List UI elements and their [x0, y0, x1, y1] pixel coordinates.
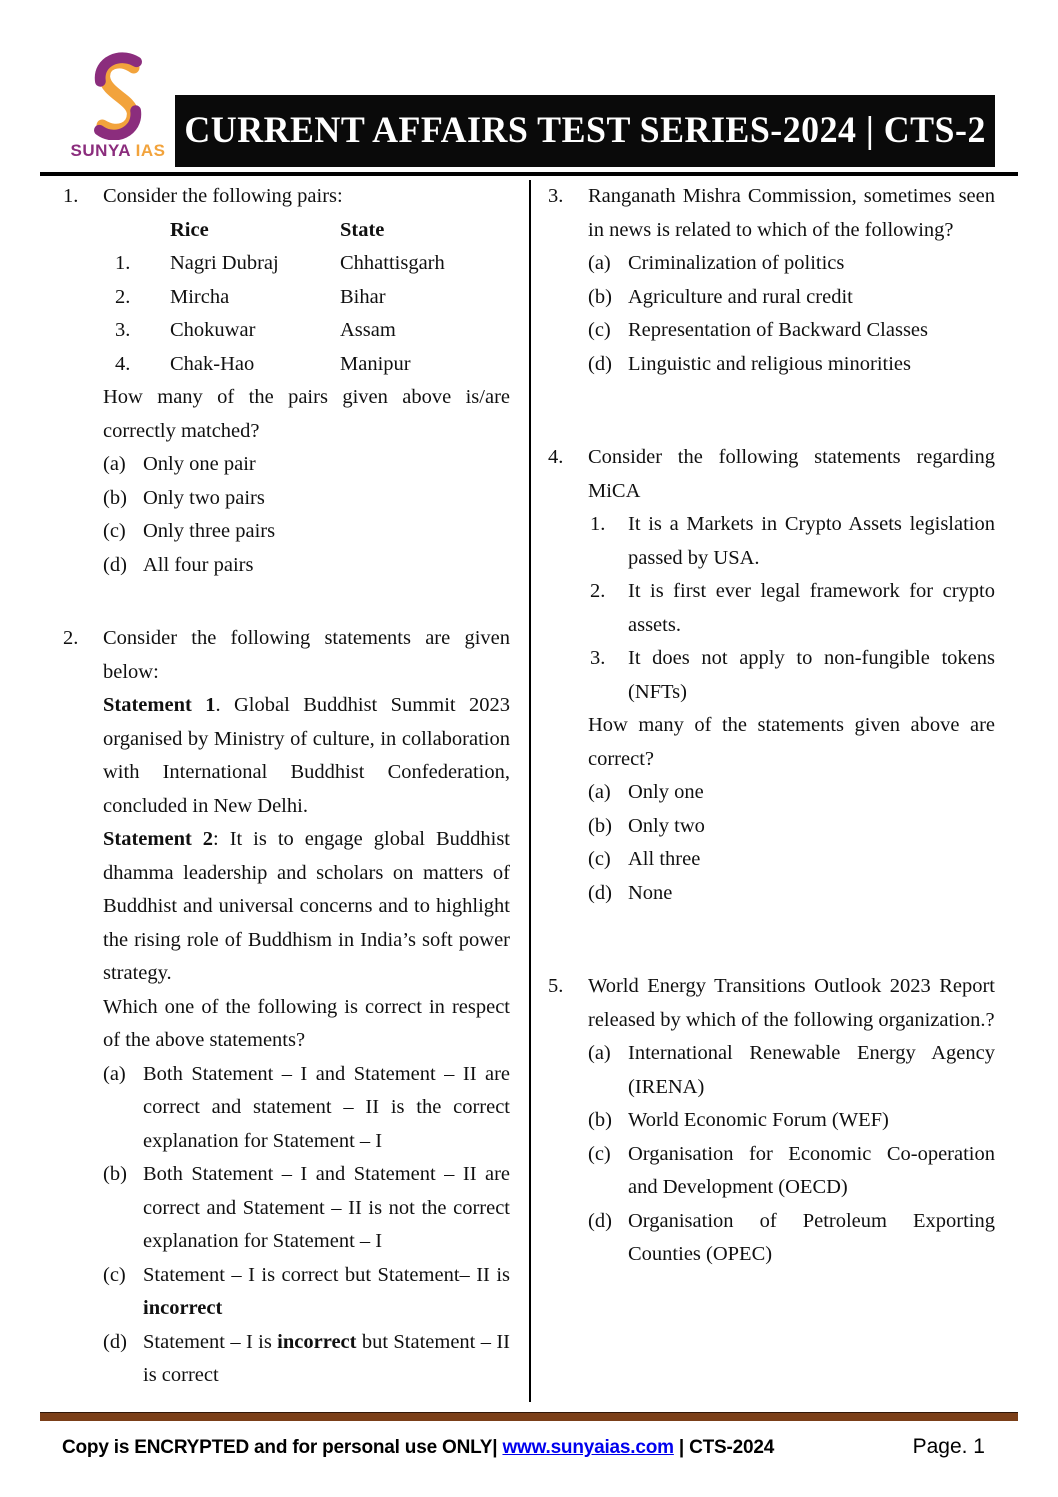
option-1c: (c) Only three pairs	[103, 520, 276, 542]
option-2d: (d) Statement – I is incorrect but Statement – II is correct	[103, 1330, 510, 1386]
question-3	[548, 180, 995, 381]
option-2a: (a) Both Statement – I and Statement – II are correct and statement – II is the correct explanation for Statement – I	[103, 1062, 510, 1152]
question-4	[548, 441, 995, 910]
question-1-intro: Consider the following pairs:	[103, 185, 343, 207]
question-1-stem: How many of the pairs given above is/are correctly matched?	[103, 386, 510, 442]
option-5a: (a) International Renewable Energy Agency (IRENA)	[588, 1042, 995, 1098]
option-5d: (d) Organisation of Petroleum Exporting Counties (OPEC)	[588, 1209, 995, 1265]
copyright-notice: Copy is ENCRYPTED and for personal use ONLY| www.sunyaias.com | CTS-2024	[62, 1437, 775, 1458]
question-1-body	[103, 180, 510, 582]
question-2	[63, 622, 510, 1393]
sunya-swirl-icon	[88, 52, 148, 140]
sunyaias-link[interactable]: www.sunyaias.com	[502, 1437, 674, 1458]
statement-1: Statement 1. Global Buddhist Summit 2023 organised by Ministry of culture, in collaboration with International Buddhist Confederation, concluded in New Delhi.	[103, 694, 510, 817]
option-5c: (c) Organisation for Economic Co-operation and Development (OECD)	[588, 1142, 995, 1198]
question-3-number: 3.	[548, 185, 564, 207]
pair-row: 1. Nagri Dubraj Chhattisgarh	[115, 252, 445, 274]
pair-row: 3. Chokuwar Assam	[115, 319, 396, 341]
option-5b: (b) World Economic Forum (WEF)	[588, 1109, 889, 1131]
question-4-body	[588, 441, 995, 910]
pairs-col2-header: State	[340, 218, 385, 241]
header	[0, 0, 1058, 176]
question-columns	[40, 180, 1018, 1404]
question-4-intro: Consider the following statements regarding MiCA	[588, 446, 995, 502]
pairs-header-row	[103, 214, 510, 248]
statement-item-1: 1. It is a Markets in Crypto Assets legislation passed by USA.	[590, 513, 995, 569]
pairs-col1-header: Rice	[170, 218, 209, 241]
brand-word-ias: IAS	[135, 141, 166, 160]
page-title: CURRENT AFFAIRS TEST SERIES-2024 | CTS-2	[184, 110, 986, 152]
option-3c: (c) Representation of Backward Classes	[588, 319, 929, 341]
statement-item-3: 3. It does not apply to non-fungible tokens (NFTs)	[590, 647, 995, 703]
question-2-body	[103, 622, 510, 1393]
question-2-number: 2.	[63, 627, 79, 649]
left-column	[40, 180, 529, 1404]
brand-name	[68, 142, 168, 160]
footer-rule	[40, 1412, 1018, 1421]
pair-row: 2. Mircha Bihar	[115, 285, 386, 308]
option-3d: (d) Linguistic and religious minorities	[588, 352, 911, 375]
question-3-stem: Ranganath Mishra Commission, sometimes seen in news is related to which of the following?	[588, 185, 995, 241]
question-3-body	[588, 180, 995, 381]
question-1-number: 1.	[63, 185, 79, 207]
footer	[62, 1424, 985, 1465]
option-3a: (a) Criminalization of politics	[588, 252, 845, 274]
option-2b: (b) Both Statement – I and Statement – II are correct and Statement – II is not the correct explanation for Statement – I	[103, 1163, 510, 1252]
title-bar	[175, 95, 995, 167]
option-1d: (d) All four pairs	[103, 553, 254, 576]
page-number: Page. 1	[912, 1435, 985, 1458]
question-4-stem: How many of the statements given above are correct?	[588, 714, 995, 770]
sunya-ias-logo	[68, 52, 168, 160]
statement-item-2: 2. It is first ever legal framework for crypto assets.	[590, 580, 995, 636]
option-1b: (b) Only two pairs	[103, 486, 265, 509]
option-2c: (c) Statement – I is correct but Statement– II is incorrect	[103, 1263, 510, 1319]
option-4a: (a) Only one	[588, 781, 704, 803]
question-2-intro: Consider the following statements are given below:	[103, 627, 510, 683]
option-1a: (a) Only one pair	[103, 453, 256, 475]
brand-word-sunya: SUNYA	[70, 141, 131, 160]
question-1	[63, 180, 510, 582]
option-4b: (b) Only two	[588, 814, 705, 837]
question-5-body	[588, 970, 995, 1272]
option-4d: (d) None	[588, 881, 673, 904]
option-4c: (c) All three	[588, 848, 701, 870]
question-5-stem: World Energy Transitions Outlook 2023 Report released by which of the following organization.?	[588, 975, 995, 1031]
question-2-stem: Which one of the following is correct in respect of the above statements?	[103, 995, 510, 1051]
question-4-number: 4.	[548, 446, 564, 468]
question-5	[548, 970, 995, 1272]
question-5-number: 5.	[548, 975, 564, 997]
option-3b: (b) Agriculture and rural credit	[588, 285, 853, 308]
statement-2: Statement 2: It is to engage global Buddhist dhamma leadership and scholars on matters of Buddhist and universal concerns and to highlight the rising role of Buddhism in India’s soft power strategy.	[103, 828, 510, 984]
pair-row: 4. Chak-Hao Manipur	[115, 352, 411, 375]
right-column	[531, 180, 1018, 1404]
header-rule	[40, 172, 1018, 176]
